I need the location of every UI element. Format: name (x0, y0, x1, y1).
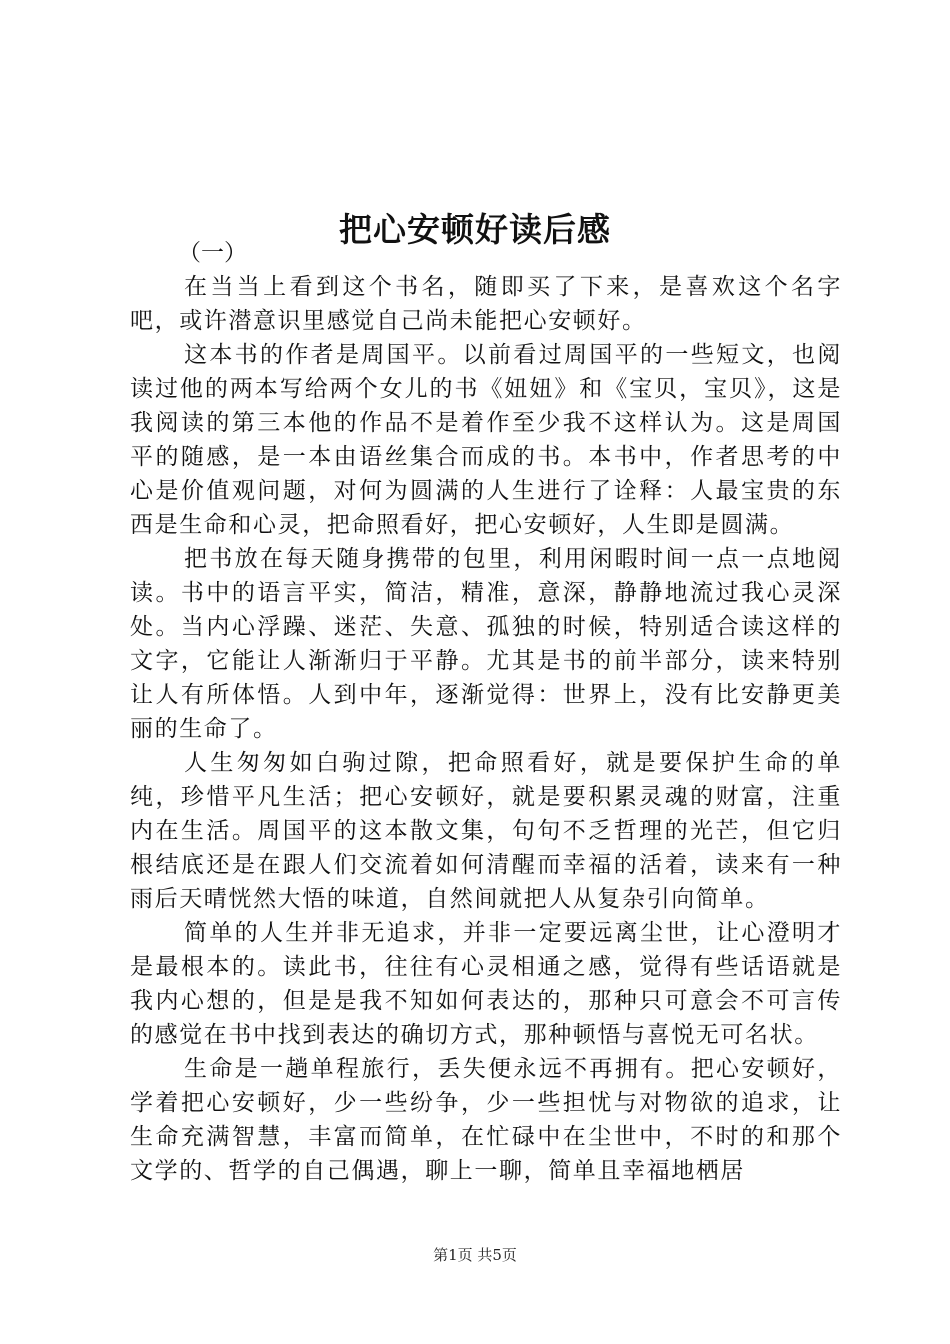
paragraph-5: 简单的人生并非无追求，并非一定要远离尘世，让心澄明才是最根本的。读此书，往往有心灵相通之感，觉得有些话语就是我内心想的，但是是我不知如何表达的，那种只可意会不可言传的感觉在书中找到表达的确切方式，那种顿悟与喜悦无可名状。 (130, 920, 842, 1048)
paragraph-6: 生命是一趟单程旅行，丢失便永远不再拥有。把心安顿好，学着把心安顿好，少一些纷争，少一些担忧与对物欲的追求，让生命充满智慧，丰富而简单，在忙碌中在尘世中，不时的和那个文学的、哲学的自己偶遇，聊上一聊，简单且幸福地栖居 (130, 1056, 842, 1184)
paragraph-4: 人生匆匆如白驹过隙，把命照看好，就是要保护生命的单纯，珍惜平凡生活；把心安顿好，就是要积累灵魂的财富，注重内在生活。周国平的这本散文集，句句不乏哲理的光芒，但它归根结底还是在跟人们交流着如何清醒而幸福的活着，读来有一种雨后天晴恍然大悟的味道，自然间就把人从复杂引向简单。 (130, 750, 842, 912)
document-body (130, 236, 842, 1188)
page-footer (0, 1245, 950, 1265)
section-mark: （一） (178, 240, 247, 266)
paragraph-2: 这本书的作者是周国平。以前看过周国平的一些短文，也阅读过他的两本写给两个女儿的书《妞妞》和《宝贝，宝贝》，这是我阅读的第三本他的作品不是着作至少我不这样认为。这是周国平的随感，是一本由语丝集合而成的书。本书中，作者思考的中心是价值观问题，对何为圆满的人生进行了诠释：人最宝贵的东西是生命和心灵，把命照看好，把心安顿好，人生即是圆满。 (130, 342, 842, 538)
paragraph-1: 在当当上看到这个书名，随即买了下来，是喜欢这个名字吧，或许潜意识里感觉自己尚未能把心安顿好。 (130, 274, 842, 334)
paragraph-3: 把书放在每天随身携带的包里，利用闲暇时间一点一点地阅读。书中的语言平实，简洁，精准，意深，静静地流过我心灵深处。当内心浮躁、迷茫、失意、孤独的时候，特别适合读这样的文字，它能让人渐渐归于平静。尤其是书的前半部分，读来特别让人有所体悟。人到中年，逐渐觉得：世界上，没有比安静更美丽的生命了。 (130, 546, 842, 742)
document-title: 把心安顿好读后感 (339, 210, 611, 250)
page-indicator: 第1页 共5页 (433, 1246, 517, 1264)
